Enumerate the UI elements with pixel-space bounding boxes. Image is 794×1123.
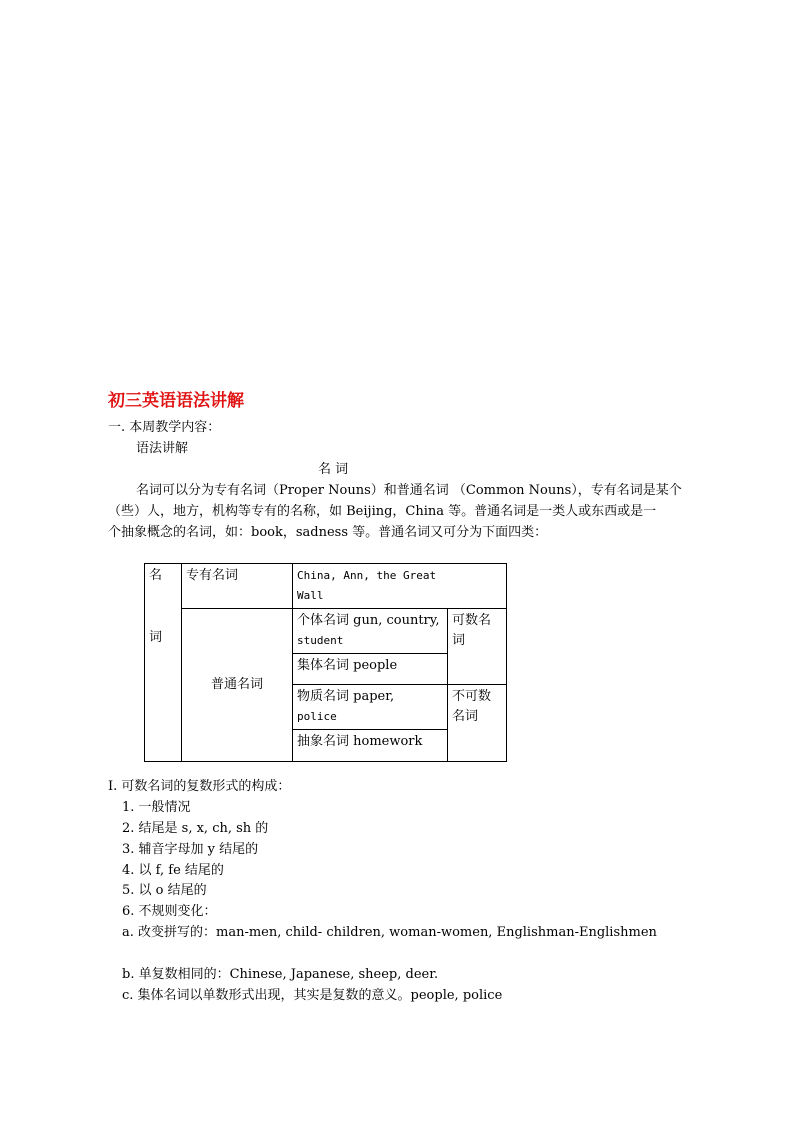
table-nouns-label-cell [145,564,182,762]
material-noun-cell [293,685,448,730]
rule-item: 3. 辅音字母加 y 结尾的 [122,842,259,857]
rule-item: 5. 以 o 结尾的 [122,883,207,898]
proper-noun-label: 专有名词 [182,564,293,609]
proper-examples-line-1: China, Ann, the Great [297,569,437,582]
abstract-noun-cell: 抽象名词 homework [293,730,448,762]
nouns-label-bottom: 词 [149,630,163,645]
sub-rule-a: a. 改变拼写的：man-men, child- children, woman-women, Englishman-Englishmen [122,925,657,940]
center-heading-nouns: 名 词 [318,462,349,477]
noun-classification-table [144,563,507,762]
uncountable-cell [448,685,507,762]
uncountable-line-1: 不可数 [452,689,492,704]
countable-line-1: 可数名 [452,613,492,628]
common-noun-label: 普通名词 [182,609,293,762]
rule-item: 1. 一般情况 [122,800,191,815]
individual-noun-line-2: student [297,634,344,647]
individual-noun-line-1: 个体名词 gun, country, [297,613,440,628]
material-noun-line-1: 物质名词 paper, [297,689,395,704]
section-heading-teaching-content: 一. 本周教学内容： [108,420,221,435]
material-noun-line-2: police [297,710,337,723]
rule-item: 6. 不规则变化： [122,904,217,919]
countable-cell [448,609,507,685]
paragraph-line-2: （些）人，地方，机构等专有的名称，如 Beijing，China 等。普通名词是一类人或东西或是一 [108,504,657,519]
proper-noun-examples [293,564,507,609]
collective-noun-cell: 集体名词 people [293,654,448,685]
individual-noun-cell [293,609,448,654]
paragraph-line-3: 个抽象概念的名词，如：book，sadness 等。普通名词又可分为下面四类： [108,525,548,540]
uncountable-line-2: 名词 [452,709,479,724]
paragraph-line-1: 名词可以分为专有名词（Proper Nouns）和普通名词 （Common Nouns），专有名词是某个 [136,483,682,498]
sub-rule-b: b. 单复数相同的：Chinese, Japanese, sheep, deer. [122,967,439,982]
page-title: 初三英语语法讲解 [108,391,244,411]
sub-rule-c: c. 集体名词以单数形式出现，其实是复数的意义。people, police [122,988,503,1003]
nouns-label-top: 名 [149,568,163,583]
proper-examples-line-2: Wall [297,589,324,602]
rule-item: 4. 以 f, fe 结尾的 [122,863,224,878]
countable-line-2: 词 [452,633,466,648]
rule-item: 2. 结尾是 s, x, ch, sh 的 [122,821,269,836]
section-heading-plural-forms: I. 可数名词的复数形式的构成： [108,779,291,794]
subheading-grammar: 语法讲解 [136,441,189,456]
